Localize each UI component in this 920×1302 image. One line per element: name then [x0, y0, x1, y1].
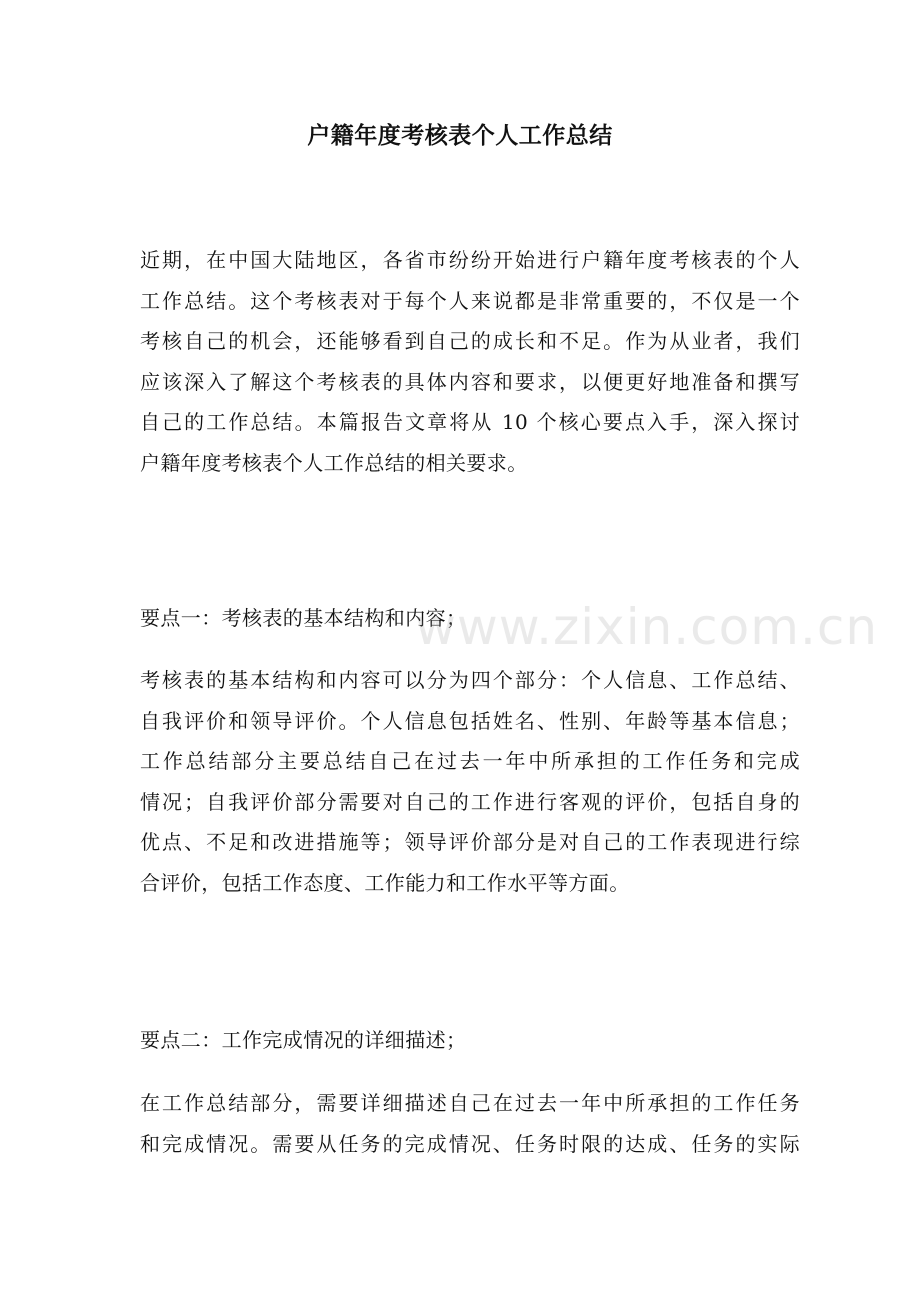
point1-heading: [140, 598, 800, 639]
point2-line: 和完成情况。需要从任务的完成情况、任务时限的达成、任务的实际: [140, 1131, 800, 1156]
intro-line: 自己的工作总结。本篇报告文章将从 10 个核心要点入手，深入探讨: [140, 410, 800, 434]
intro-line: 户籍年度考核表个人工作总结的相关要求。: [140, 450, 528, 475]
point2-paragraph: [140, 1083, 800, 1164]
intro-line: 近期，在中国大陆地区，各省市纷纷开始进行户籍年度考核表的个人: [140, 248, 800, 272]
point1-line: 考核表的基本结构和内容可以分为四个部分：个人信息、工作总结、: [140, 668, 800, 692]
intro-paragraph: [140, 240, 800, 483]
point1-line: 工作总结部分主要总结自己在过去一年中所承担的工作任务和完成: [140, 749, 800, 773]
point2-heading-text: 要点二：工作完成情况的详细描述；: [140, 1028, 467, 1052]
point2-heading: [140, 1020, 800, 1061]
point1-line: 情况；自我评价部分需要对自己的工作进行客观的评价，包括自身的: [140, 789, 800, 814]
point2-line: 在工作总结部分，需要详细描述自己在过去一年中所承担的工作任务: [140, 1091, 800, 1115]
point1-line: 自我评价和领导评价。个人信息包括姓名、性别、年龄等基本信息；: [140, 708, 800, 733]
intro-line: 工作总结。这个考核表对于每个人来说都是非常重要的，不仅是一个: [140, 288, 800, 313]
intro-line: 应该深入了解这个考核表的具体内容和要求，以便更好地准备和撰写: [140, 369, 800, 394]
point1-line: 优点、不足和改进措施等；领导评价部分是对自己的工作表现进行综: [140, 830, 800, 854]
intro-line: 考核自己的机会，还能够看到自己的成长和不足。作为从业者，我们: [140, 329, 800, 353]
document-title: 户籍年度考核表个人工作总结: [307, 122, 613, 149]
watermark: www.zixin.com.cn: [415, 598, 879, 656]
point1-heading-text: 要点一：考核表的基本结构和内容；: [140, 606, 467, 630]
point1-line: 合评价，包括工作态度、工作能力和工作水平等方面。: [140, 870, 630, 895]
point1-paragraph: [140, 660, 800, 903]
